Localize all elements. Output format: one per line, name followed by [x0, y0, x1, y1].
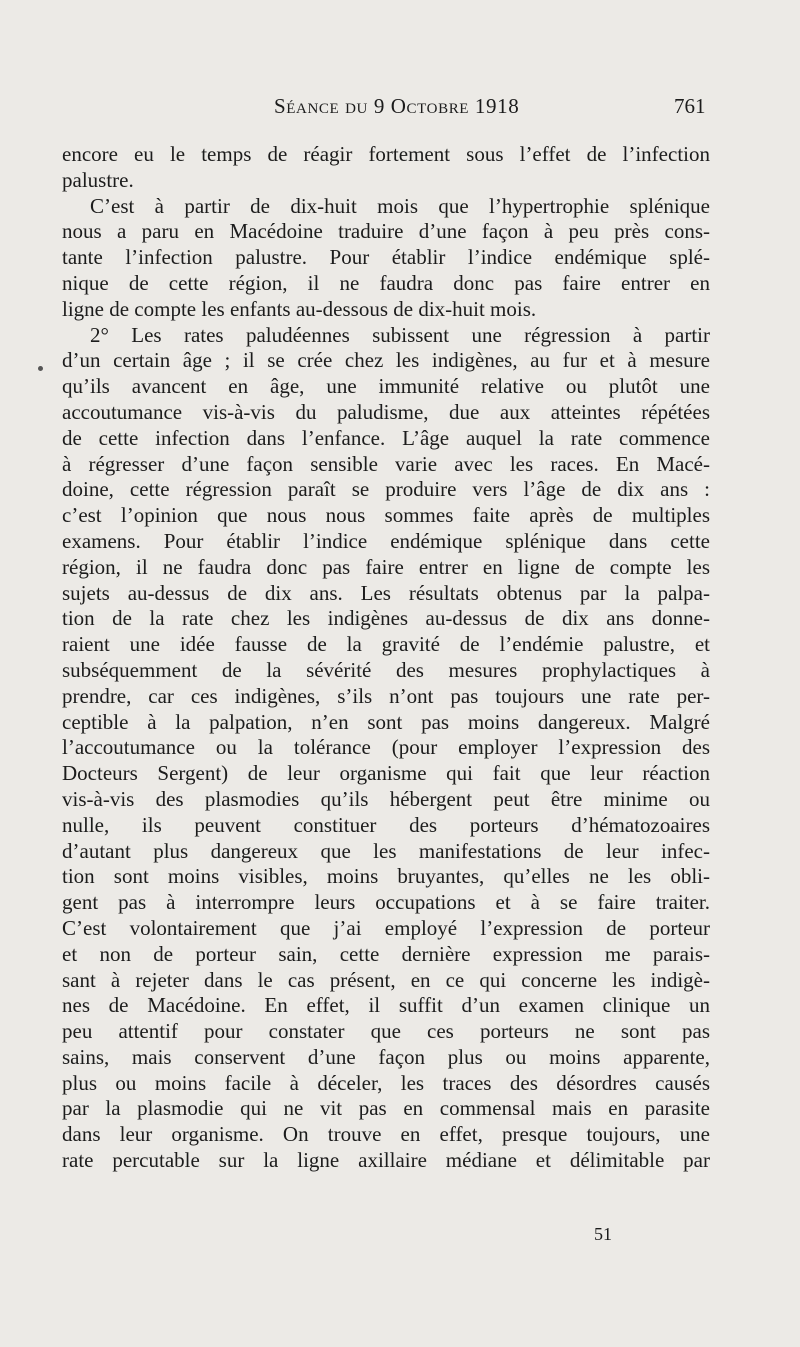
- body-text: [62, 142, 710, 1174]
- text-line: encore eu le temps de réagir fortement sous l’effet de l’infection: [62, 142, 710, 166]
- text-line: d’un certain âge ; il se crée chez les indigènes, au fur et à mesure: [62, 348, 710, 373]
- text-line: gent pas à interrompre leurs occupations et à se faire traiter.: [62, 890, 710, 915]
- text-line: par la plasmodie qui ne vit pas en commensal mais en parasite: [62, 1096, 710, 1121]
- text-line: rate percutable sur la ligne axillaire médiane et délimitable par: [62, 1148, 710, 1173]
- text-line: à régresser d’une façon sensible varie avec les races. En Macé-: [62, 451, 710, 476]
- text-line: C’est à partir de dix-huit mois que l’hypertrophie splénique: [90, 193, 710, 218]
- page-header: [0, 94, 800, 124]
- text-line: qu’ils avancent en âge, une immunité relative ou plutôt une: [62, 374, 710, 399]
- margin-speck: [38, 366, 43, 371]
- text-line: subséquemment de la sévérité des mesures prophylactiques à: [62, 657, 710, 682]
- page-number: 761: [674, 94, 706, 118]
- text-line: d’autant plus dangereux que les manifestations de leur infec-: [62, 838, 710, 863]
- text-line: ligne de compte les enfants au-dessous de dix-huit mois.: [62, 296, 537, 321]
- text-line: accoutumance vis-à-vis du paludisme, due aux atteintes répétées: [62, 399, 710, 424]
- text-line: sant à rejeter dans le cas présent, en ce qui concerne les indigè-: [62, 967, 710, 992]
- text-line: examens. Pour établir l’indice endémique splénique dans cette: [62, 528, 710, 553]
- text-line: vis-à-vis des plasmodies qu’ils hébergent peut être minime ou: [62, 786, 710, 811]
- text-line: tante l’infection palustre. Pour établir l’indice endémique splé-: [62, 245, 710, 270]
- text-line: nulle, ils peuvent constituer des porteurs d’hématozoaires: [62, 812, 710, 837]
- text-line: doine, cette régression paraît se produire vers l’âge de dix ans :: [62, 477, 710, 502]
- text-line: nique de cette région, il ne faudra donc pas faire entrer en: [62, 270, 710, 295]
- text-line: tion sont moins visibles, moins bruyantes, qu’elles ne les obli-: [62, 864, 710, 889]
- text-line: C’est volontairement que j’ai employé l’expression de porteur: [62, 915, 710, 940]
- text-line: et non de porteur sain, cette dernière expression me parais-: [62, 941, 710, 966]
- text-line: peu attentif pour constater que ces porteurs ne sont pas: [62, 1019, 710, 1044]
- text-line: tion de la rate chez les indigènes au-dessus de dix ans donne-: [62, 606, 710, 631]
- text-line: ceptible à la palpation, n’en sont pas moins dangereux. Malgré: [62, 709, 710, 734]
- text-line: dans leur organisme. On trouve en effet, presque toujours, une: [62, 1122, 710, 1147]
- text-line: prendre, car ces indigènes, s’ils n’ont pas toujours une rate per-: [62, 683, 710, 708]
- text-line: plus ou moins facile à déceler, les traces des désordres causés: [62, 1070, 710, 1095]
- text-line: c’est l’opinion que nous nous sommes faite après de multiples: [62, 503, 710, 528]
- text-line: l’accoutumance ou la tolérance (pour employer l’expression des: [62, 735, 710, 760]
- running-head: Séance du 9 Octobre 1918: [274, 94, 520, 118]
- text-line: sujets au-dessus de dix ans. Les résultats obtenus par la palpa-: [62, 580, 710, 605]
- text-line: 2° Les rates paludéennes subissent une régression à partir: [90, 322, 710, 347]
- text-line: Docteurs Sergent) de leur organisme qui fait que leur réaction: [62, 761, 710, 786]
- text-line: nes de Macédoine. En effet, il suffit d’un examen clinique un: [62, 993, 710, 1018]
- text-line: région, il ne faudra donc pas faire entrer en ligne de compte les: [62, 554, 710, 579]
- text-line: palustre.: [62, 167, 134, 192]
- text-line: nous a paru en Macédoine traduire d’une façon à peu près cons-: [62, 219, 710, 244]
- text-line: sains, mais conservent d’une façon plus ou moins apparente,: [62, 1044, 710, 1069]
- text-line: de cette infection dans l’enfance. L’âge auquel la rate commence: [62, 425, 710, 450]
- text-line: raient une idée fausse de la gravité de l’endémie palustre, et: [62, 632, 710, 657]
- signature-mark: 51: [594, 1224, 612, 1244]
